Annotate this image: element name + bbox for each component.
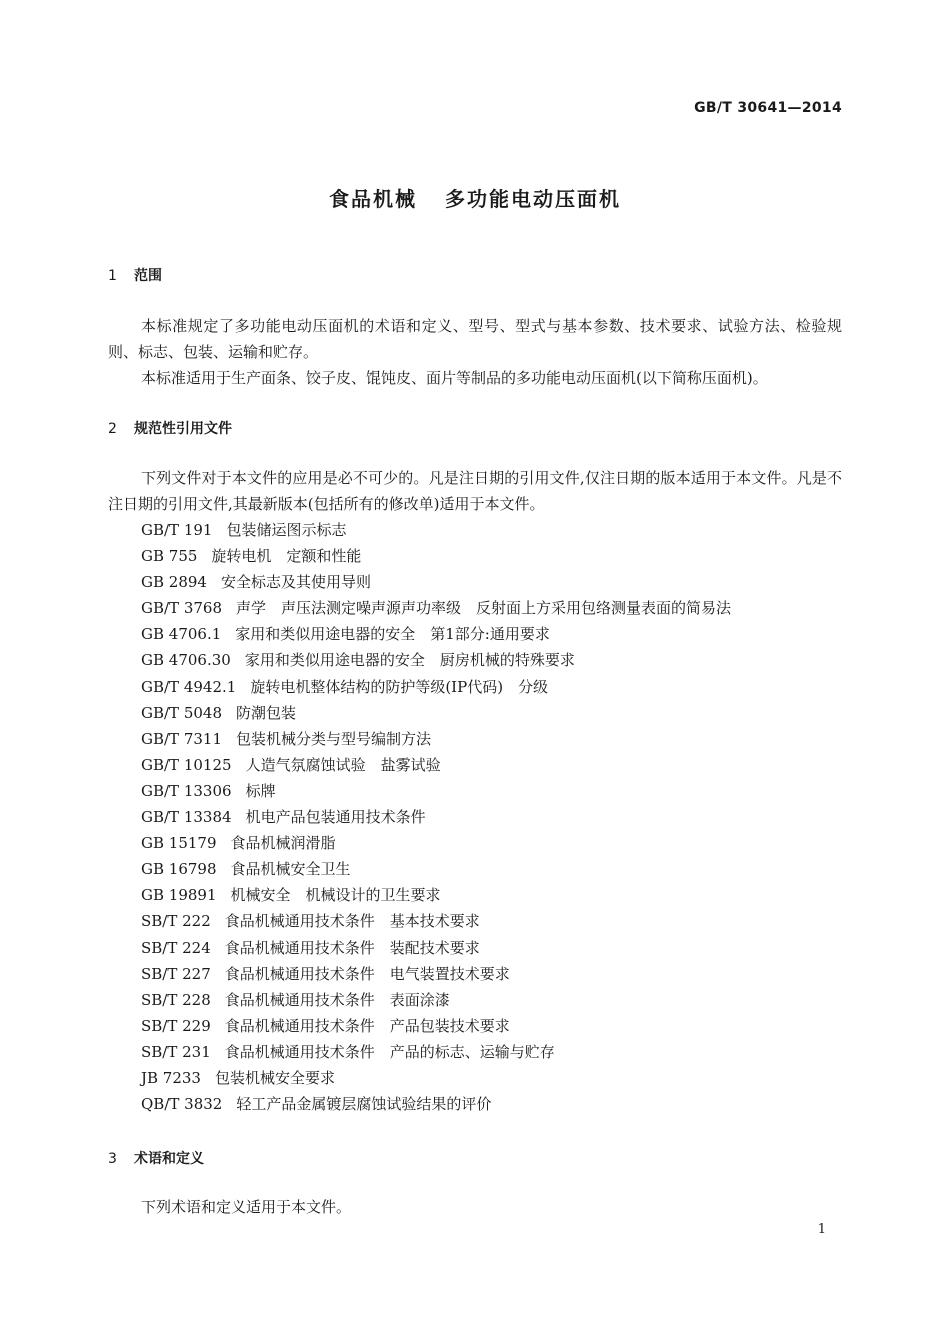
- reference-title: 旋转电机 定额和性能: [211, 547, 362, 566]
- reference-code: SB/T 231: [141, 1042, 211, 1061]
- reference-item: [141, 908, 731, 934]
- reference-code: SB/T 227: [141, 964, 211, 983]
- reference-code: GB/T 13384: [141, 808, 232, 827]
- reference-code: SB/T 228: [141, 990, 211, 1009]
- reference-item: [141, 569, 731, 595]
- section2-title: 规范性引用文件: [134, 421, 232, 437]
- section1-number: 1: [108, 268, 117, 284]
- reference-item: [141, 778, 731, 804]
- reference-item: [141, 752, 731, 778]
- reference-code: QB/T 3832: [141, 1095, 223, 1114]
- reference-code: SB/T 222: [141, 912, 211, 931]
- section3-intro: 下列术语和定义适用于本文件。: [141, 1198, 352, 1216]
- reference-item: [141, 647, 731, 673]
- reference-title: 食品机械通用技术条件 基本技术要求: [224, 912, 480, 931]
- reference-item: [141, 882, 731, 908]
- reference-code: GB 2894: [141, 573, 207, 592]
- section1-title: 范围: [134, 268, 162, 284]
- section3-title: 术语和定义: [134, 1151, 204, 1167]
- reference-item: [141, 595, 731, 621]
- page-number: 1: [817, 1222, 826, 1237]
- reference-title: 旋转电机整体结构的防护等级(IP代码) 分级: [250, 677, 549, 696]
- reference-title: 防潮包装: [236, 703, 297, 722]
- reference-item: [141, 935, 731, 961]
- reference-title: 食品机械通用技术条件 电气装置技术要求: [224, 964, 510, 983]
- section2-intro: 下列文件对于本文件的应用是必不可少的。凡是注日期的引用文件,仅注日期的版本适用于本文件。凡是不注日期的引用文件,其最新版本(包括所有的修改单)适用于本文件。: [108, 469, 842, 513]
- reference-title: 食品机械通用技术条件 装配技术要求: [224, 938, 480, 957]
- reference-code: SB/T 224: [141, 938, 211, 957]
- section1-paragraph2: 本标准适用于生产面条、饺子皮、馄饨皮、面片等制品的多功能电动压面机(以下简称压面机)。: [141, 369, 768, 387]
- reference-title: 包装机械分类与型号编制方法: [236, 729, 432, 748]
- reference-title: 机电产品包装通用技术条件: [245, 808, 426, 827]
- reference-item: [141, 700, 731, 726]
- section2-number: 2: [108, 421, 117, 437]
- reference-code: GB/T 3768: [141, 599, 223, 618]
- document-title: [0, 183, 950, 212]
- section2-heading: [108, 418, 232, 438]
- reference-title: 食品机械通用技术条件 表面涂漆: [224, 990, 450, 1009]
- reference-item: [141, 726, 731, 752]
- reference-code: SB/T 229: [141, 1016, 211, 1035]
- reference-code: GB 755: [141, 547, 198, 566]
- reference-title: 轻工产品金属镀层腐蚀试验结果的评价: [236, 1095, 492, 1114]
- reference-title: 包装机械安全要求: [214, 1068, 335, 1087]
- reference-title: 安全标志及其使用导则: [220, 573, 371, 592]
- reference-title: 食品机械通用技术条件 产品包装技术要求: [224, 1016, 510, 1035]
- reference-title: 食品机械通用技术条件 产品的标志、运输与贮存: [224, 1042, 555, 1061]
- reference-item: [141, 830, 731, 856]
- section3-number: 3: [108, 1151, 117, 1167]
- reference-code: GB/T 7311: [141, 729, 223, 748]
- reference-item: [141, 1013, 731, 1039]
- reference-item: [141, 856, 731, 882]
- title-part2: 多功能电动压面机: [445, 187, 621, 211]
- reference-code: GB/T 4942.1: [141, 677, 237, 696]
- reference-item: [141, 987, 731, 1013]
- reference-code: GB 4706.1: [141, 625, 222, 644]
- section1-heading: [108, 265, 162, 285]
- reference-item: [141, 1039, 731, 1065]
- reference-title: 食品机械安全卫生: [230, 860, 351, 879]
- reference-title: 家用和类似用途电器的安全 厨房机械的特殊要求: [244, 651, 575, 670]
- reference-item: [141, 1065, 731, 1091]
- reference-title: 声学 声压法测定噪声源声功率级 反射面上方采用包络测量表面的简易法: [236, 599, 732, 618]
- reference-title: 食品机械润滑脂: [230, 834, 336, 853]
- reference-item: [141, 543, 731, 569]
- reference-code: GB/T 10125: [141, 755, 232, 774]
- reference-list: [141, 517, 731, 1117]
- reference-item: [141, 674, 731, 700]
- reference-item: [141, 621, 731, 647]
- reference-title: 标牌: [245, 781, 276, 800]
- reference-item: [141, 804, 731, 830]
- reference-code: GB/T 13306: [141, 781, 232, 800]
- standard-number: GB/T 30641—2014: [694, 100, 842, 116]
- reference-code: JB 7233: [141, 1068, 201, 1087]
- reference-item: [141, 961, 731, 987]
- reference-item: [141, 1091, 731, 1117]
- reference-code: GB 15179: [141, 834, 217, 853]
- reference-code: GB/T 191: [141, 521, 213, 539]
- reference-item: [141, 517, 731, 543]
- reference-title: 包装储运图示标志: [226, 521, 347, 539]
- reference-title: 机械安全 机械设计的卫生要求: [230, 886, 441, 905]
- reference-code: GB/T 5048: [141, 703, 223, 722]
- title-part1: 食品机械: [329, 187, 417, 211]
- reference-code: GB 19891: [141, 886, 217, 905]
- section3-heading: [108, 1148, 204, 1168]
- reference-title: 家用和类似用途电器的安全 第1部分:通用要求: [235, 625, 550, 644]
- reference-title: 人造气氛腐蚀试验 盐雾试验: [245, 755, 441, 774]
- reference-code: GB 4706.30: [141, 651, 231, 670]
- section1-paragraph1: 本标准规定了多功能电动压面机的术语和定义、型号、型式与基本参数、技术要求、试验方法、检验规则、标志、包装、运输和贮存。: [108, 317, 842, 361]
- reference-code: GB 16798: [141, 860, 217, 879]
